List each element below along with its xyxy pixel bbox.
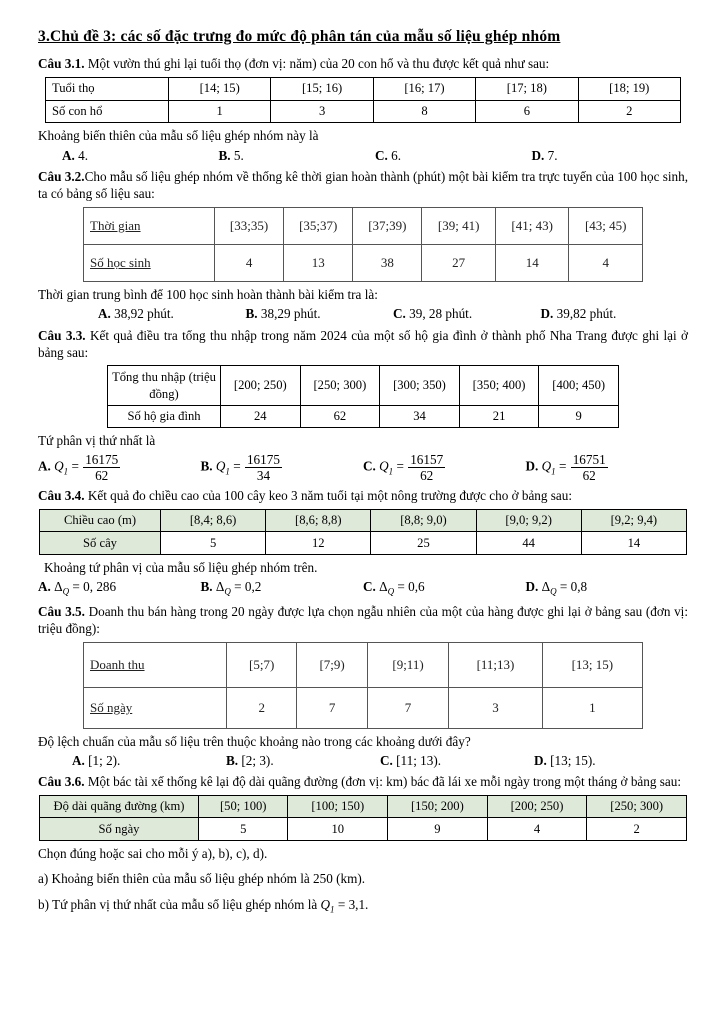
answer-option-d: D. [13; 15). — [534, 752, 596, 768]
table-3-4 — [39, 509, 687, 555]
answers-3-2 — [38, 305, 688, 322]
answer-option-b: B. 5. — [218, 147, 244, 163]
question-label: Câu 3.5. — [38, 603, 85, 619]
answer-option-c: C. $\Delta_Q = 0,6$ — [363, 579, 425, 597]
table-row: Chiều cao (m) [8,4; 8,6) [8,6; 8,8) [8,8; 9,0) [9,0; 9,2) [9,2; 9,4) — [40, 509, 687, 532]
answer-option-d: D. 7. — [531, 147, 558, 163]
table-3-3 — [107, 365, 619, 428]
question-label: Câu 3.1. — [38, 56, 85, 72]
table-wrap-3-1 — [38, 77, 688, 123]
answers-3-1 — [38, 147, 688, 164]
table-3-6 — [39, 795, 687, 841]
question-text: Kết quả điều tra tổng thu nhập trong năm 2024 của một số hộ gia đình ở thành phố Nha Trang được ghi lại ở bảng sau: — [38, 327, 689, 361]
answer-option-c: C. 39, 28 phút. — [393, 306, 473, 322]
answer-option-d: D. 39,82 phút. — [540, 306, 617, 322]
question-3-2-prompt: Thời gian trung bình để 100 học sinh hoàn thành bài kiểm tra là: — [38, 286, 378, 302]
table-row: Tuổi thọ [14; 15) [15; 16) [16; 17) [17; 18) [18; 19) — [46, 77, 681, 100]
question-3-5 — [38, 603, 688, 638]
table-row: Số học sinh 4 13 38 27 14 4 — [84, 244, 643, 281]
answer-option-a: A. $Q_1$ = $\frac{16175}{62}$ — [38, 451, 119, 483]
table-row: Thời gian [33;35) [35;37) [37;39) [39; 41) [41; 43) [43; 45) — [84, 207, 643, 244]
table-wrap-3-6 — [38, 795, 688, 841]
answer-option-c: C. 6. — [375, 147, 402, 163]
answer-option-d: D. $\Delta_Q = 0,8$ — [525, 579, 588, 597]
table-wrap-3-2 — [38, 207, 688, 282]
answer-option-b: B. $\Delta_Q = 0,2$ — [200, 579, 262, 597]
question-3-4-prompt: Khoảng tứ phân vị của mẫu số liệu ghép nhóm trên. — [44, 559, 318, 575]
answer-option-c: C. [11; 13). — [380, 752, 442, 768]
question-text: Một vườn thú ghi lại tuổi thọ (đơn vị: năm) của 20 con hổ và thu được kết quả như sau: — [87, 56, 550, 72]
answers-3-5 — [38, 752, 688, 769]
table-row: Số ngày 5 10 9 4 2 — [40, 818, 687, 841]
question-text: Kết quả đo chiều cao của 100 cây keo 3 năm tuổi tại một nông trường được cho ở bảng sau: — [87, 488, 573, 504]
table-3-1 — [45, 77, 681, 123]
answer-option-b: B. $Q_1$ = $\frac{16175}{34}$ — [200, 451, 280, 483]
fraction: $\frac{16175}{62}$ — [85, 451, 119, 483]
question-3-6-prompt: Chọn đúng hoặc sai cho mỗi ý a), b), c), d). — [38, 845, 268, 861]
table-row: Doanh thu [5;7) [7;9) [9;11) [11;13) [13; 15) — [84, 642, 643, 687]
answer-option-d: D. $Q_1$ = $\frac{16751}{62}$ — [525, 451, 606, 483]
question-3-6-item-b: b) Tứ phân vị thứ nhất của mẫu số liệu ghép nhóm là $Q_1 = 3,1$. — [38, 896, 369, 915]
question-3-6 — [38, 773, 688, 790]
table-3-2 — [83, 207, 643, 282]
question-3-1-prompt: Khoảng biến thiên của mẫu số liệu ghép nhóm này là — [38, 128, 319, 144]
question-3-2 — [38, 168, 688, 203]
table-row: Số ngày 2 7 7 3 1 — [84, 687, 643, 728]
question-label: Câu 3.4. — [38, 488, 85, 504]
table-row: Số con hổ 1 3 8 6 2 — [46, 100, 681, 123]
table-wrap-3-5 — [38, 642, 688, 729]
answer-option-a: A. [1; 2). — [72, 752, 121, 768]
table-row: Số cây 5 12 25 44 14 — [40, 532, 687, 555]
page-title: 3.Chủ đề 3: các số đặc trưng đo mức độ phân tán của mẫu số liệu ghép nhóm — [38, 28, 561, 45]
fraction: $\frac{16751}{62}$ — [572, 451, 606, 483]
table-wrap-3-3 — [38, 365, 688, 428]
question-text: Cho mẫu số liệu ghép nhóm về thống kê thời gian hoàn thành (phút) một bài kiểm tra trực tuyến của 100 học sinh, ta có bảng số liệu sau: — [38, 168, 689, 202]
table-row: Độ dài quãng đường (km) [50; 100) [100; 150) [150; 200) [200; 250) [250; 300) — [40, 795, 687, 818]
question-3-3-prompt: Tứ phân vị thứ nhất là — [38, 433, 156, 449]
question-label: Câu 3.3. — [38, 327, 86, 343]
question-3-5-prompt: Độ lệch chuẩn của mẫu số liệu trên thuộc khoảng nào trong các khoảng dưới đây? — [38, 733, 471, 749]
question-text: Doanh thu bán hàng trong 20 ngày được lựa chọn ngẫu nhiên của một của hàng được ghi lại ở bảng sau (đơn vị: triệu đồng): — [38, 603, 689, 637]
table-row: Tổng thu nhập (triệu đồng) [200; 250) [250; 300) [300; 350) [350; 400) [400; 450) — [108, 366, 619, 405]
table-3-5 — [83, 642, 643, 729]
answer-option-c: C. $Q_1$ = $\frac{16157}{62}$ — [363, 451, 444, 483]
question-label: Câu 3.2. — [38, 168, 85, 184]
fraction: $\frac{16175}{34}$ — [246, 451, 280, 483]
question-label: Câu 3.6. — [38, 774, 85, 790]
question-text: Một bác tài xế thống kê lại độ dài quãng đường (đơn vị: km) bác đã lái xe mỗi ngày trong một tháng ở bảng sau: — [87, 774, 682, 790]
answer-option-a: A. 4. — [62, 147, 89, 163]
question-3-6-item-a: a) Khoảng biến thiên của mẫu số liệu ghép nhóm là 250 (km). — [38, 871, 366, 887]
answer-option-b: B. 38,29 phút. — [245, 306, 321, 322]
question-3-1 — [38, 55, 688, 72]
answer-option-a: A. $\Delta_Q = 0$, 286 — [38, 579, 117, 597]
answer-option-a: A. 38,92 phút. — [98, 306, 174, 322]
answers-3-4 — [38, 578, 688, 599]
answer-option-b: B. [2; 3). — [226, 752, 274, 768]
question-3-4 — [38, 487, 688, 504]
table-wrap-3-4 — [38, 509, 688, 555]
table-row: Số hộ gia đình 24 62 34 21 9 — [108, 405, 619, 428]
question-3-3 — [38, 327, 688, 362]
fraction: $\frac{16157}{62}$ — [410, 451, 444, 483]
answers-3-3 — [38, 452, 688, 483]
